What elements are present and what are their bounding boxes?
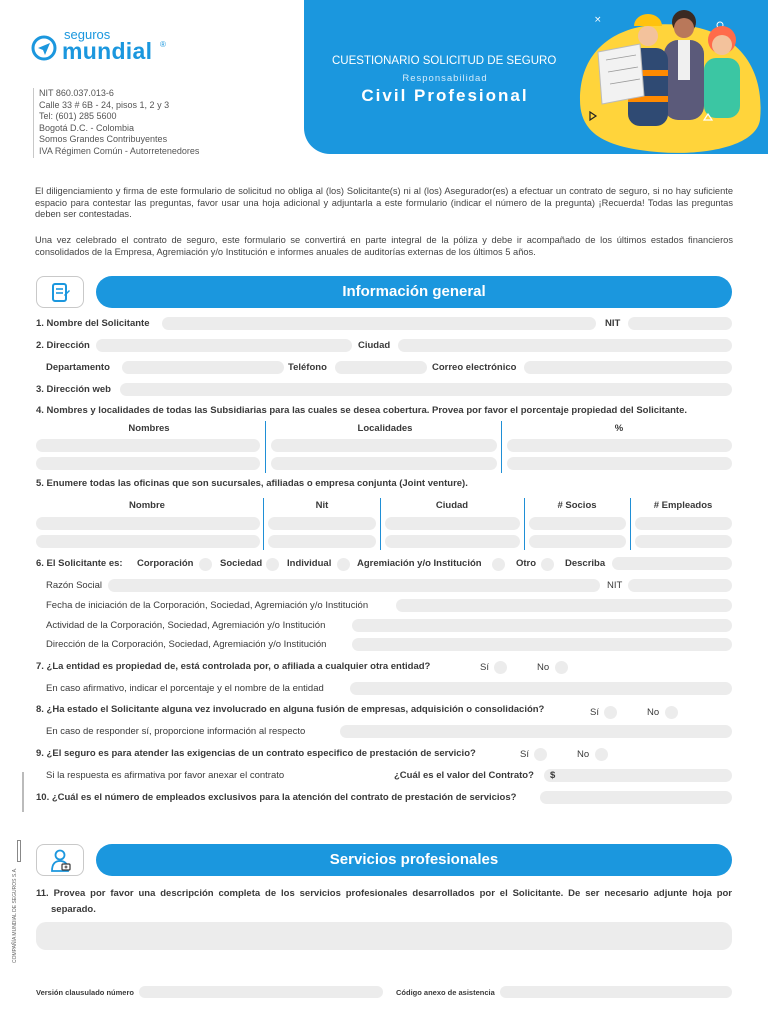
business-nit-field[interactable] [628, 579, 732, 592]
divider [265, 421, 266, 473]
nit-label: NIT [605, 318, 621, 329]
q5-col-city: Ciudad [435, 500, 469, 511]
svg-text:×: × [594, 15, 602, 25]
section1-title: Información general [96, 276, 732, 308]
q9-yes-radio[interactable] [534, 748, 547, 761]
department-label: Departamento [46, 362, 110, 373]
q8-detail-field[interactable] [340, 725, 732, 738]
option-sociedad-radio[interactable] [266, 558, 279, 571]
subsidiary-location-field[interactable] [271, 457, 497, 470]
company-line: NIT 860.037.013-6 [39, 88, 114, 98]
q3-label: 3. Dirección web [36, 384, 111, 395]
q5-col-employees: # Empleados [653, 500, 713, 511]
option-sociedad-label: Sociedad [220, 558, 263, 569]
subsidiary-name-field[interactable] [36, 457, 260, 470]
option-corporacion-radio[interactable] [199, 558, 212, 571]
q7-no-label: No [537, 662, 550, 673]
version-label: Versión clausulado número [36, 988, 134, 997]
divider [263, 498, 264, 550]
divider [501, 421, 502, 473]
nit-field[interactable] [628, 317, 732, 330]
office-name-field[interactable] [36, 535, 260, 548]
describe-field[interactable] [612, 557, 732, 570]
department-field[interactable] [122, 361, 284, 374]
company-line: Calle 33 # 6B - 24, pisos 1, 2 y 3 [39, 99, 170, 110]
form-document-icon [52, 283, 70, 303]
business-name-field[interactable] [108, 579, 600, 592]
start-date-field[interactable] [396, 599, 732, 612]
describe-label: Describa [565, 558, 606, 569]
city-field[interactable] [398, 339, 732, 352]
section1-icon-box [36, 276, 84, 308]
q7-label: 7. ¿La entidad es propiedad de, está controlada por, o afiliada a cualquier otra entidad? [36, 661, 431, 672]
vertical-company-text: COMPAÑÍA MUNDIAL DE SEGUROS S.A. [12, 867, 18, 963]
q7-detail-field[interactable] [350, 682, 732, 695]
q1-label: 1. Nombre del Solicitante [36, 318, 150, 329]
subsidiary-percent-field[interactable] [507, 439, 732, 452]
section2-icon-box [36, 844, 84, 876]
q8-no-label: No [647, 707, 660, 718]
option-otro-label: Otro [516, 558, 537, 569]
q8-label: 8. ¿Ha estado el Solicitante alguna vez involucrado en alguna fusión de empresas, adquisición o consolidación? [36, 704, 545, 715]
address-field[interactable] [96, 339, 352, 352]
q7-yes-radio[interactable] [494, 661, 507, 674]
divider [380, 498, 381, 550]
q7-detail-label: En caso afirmativo, indicar el porcentaje y el nombre de la entidad [46, 683, 324, 694]
office-city-field[interactable] [385, 535, 520, 548]
q8-yes-label: Sí [590, 707, 599, 718]
option-individual-label: Individual [287, 558, 332, 569]
office-partners-field[interactable] [529, 535, 626, 548]
option-agremiacion-radio[interactable] [492, 558, 505, 571]
city-label: Ciudad [358, 340, 391, 351]
website-field[interactable] [120, 383, 732, 396]
q8-no-radio[interactable] [665, 706, 678, 719]
q4-col-locations: Localidades [357, 423, 413, 434]
professional-doctor-icon [50, 849, 72, 873]
logo-registered: ® [160, 40, 166, 49]
q9-detail-label: Si la respuesta es afirmativa por favor anexar el contrato [46, 770, 285, 781]
business-name-label: Razón Social [46, 580, 102, 591]
header-banner [304, 0, 768, 154]
phone-label: Teléfono [288, 362, 327, 373]
option-agremiacion-label: Agremiación y/o Institución [357, 558, 482, 569]
company-line: Somos Grandes Contribuyentes [39, 134, 168, 145]
logo-arrow-icon [30, 34, 58, 62]
q4-label: 4. Nombres y localidades de todas las Subsidiarias para las cuales se desea cobertura. Provea por favor el porcentaje propiedad del Solicitante. [36, 405, 687, 416]
company-info [33, 88, 253, 158]
q2-label: 2. Dirección [36, 340, 90, 351]
form-subtitle-big: Civil Profesional [361, 86, 529, 105]
form-subtitle-small: Responsabilidad [402, 73, 488, 84]
company-line: Tel: (601) 285 5600 [39, 111, 117, 122]
form-title: CUESTIONARIO SOLICITUD DE SEGURO [332, 55, 557, 67]
q5-col-name: Nombre [129, 500, 165, 511]
q5-col-nit: Nit [315, 500, 329, 511]
subsidiary-percent-field[interactable] [507, 457, 732, 470]
office-city-field[interactable] [385, 517, 520, 530]
q4-col-percent: % [614, 423, 624, 434]
q8-detail-label: En caso de responder sí, proporcione información al respecto [46, 726, 306, 737]
contract-value-field[interactable] [544, 769, 732, 782]
company-line: Bogotá D.C. - Colombia [39, 122, 135, 133]
q11-field[interactable] [36, 922, 732, 950]
applicant-name-field[interactable] [162, 317, 596, 330]
option-corporacion-label: Corporación [137, 558, 194, 569]
start-date-label: Fecha de iniciación de la Corporación, Sociedad, Agremiación y/o Institución [46, 600, 369, 611]
assistance-code-field[interactable] [500, 986, 732, 998]
office-employees-field[interactable] [635, 517, 732, 530]
email-field[interactable] [524, 361, 732, 374]
logo-small-text: seguros [64, 27, 111, 42]
currency-symbol: $ [550, 770, 556, 781]
version-field[interactable] [139, 986, 383, 998]
office-nit-field[interactable] [268, 517, 376, 530]
q5-label: 5. Enumere todas las oficinas que son sucursales, afiliadas o empresa conjunta (Joint venture). [36, 478, 468, 489]
office-partners-field[interactable] [529, 517, 626, 530]
office-nit-field[interactable] [268, 535, 376, 548]
activity-label: Actividad de la Corporación, Sociedad, Agremiación y/o Institución [46, 620, 326, 631]
corp-address-field[interactable] [352, 638, 732, 651]
q5-col-partners: # Socios [557, 500, 597, 511]
logo-big-text: mundial [62, 38, 153, 64]
logo [30, 28, 190, 68]
option-otro-radio[interactable] [541, 558, 554, 571]
q8-yes-radio[interactable] [604, 706, 617, 719]
q11-label: 11. Provea por favor una descripción completa de los servicios profesionales desarrollados por el Solicitante. De ser necesario adjunte hoja por separado. [36, 888, 732, 915]
q9-label: 9. ¿El seguro es para atender las exigencias de un contrato especifico de prestación de servicio? [36, 748, 476, 759]
three-professionals-illustration [570, 0, 768, 154]
email-label: Correo electrónico [432, 362, 517, 373]
option-individual-radio[interactable] [337, 558, 350, 571]
subsidiary-name-field[interactable] [36, 439, 260, 452]
vertical-code-mark [22, 772, 24, 812]
office-employees-field[interactable] [635, 535, 732, 548]
intro-paragraph-1: El diligenciamiento y firma de este formulario de solicitud no obliga al (los) Solicitante(s) ni al (los) Asegurador(es) a efectuar un contrato de seguro, si no hay suficiente espacio para contestar las preguntas, favor usar una hoja adicional y adjuntarla a este formulario (indicar el número de la pregunta) ¡Recuerda! Todas las preguntas deben ser contestadas. [35, 186, 733, 220]
q9-no-radio[interactable] [595, 748, 608, 761]
phone-field[interactable] [335, 361, 427, 374]
nit-label: NIT [607, 580, 623, 591]
q7-no-radio[interactable] [555, 661, 568, 674]
q10-field[interactable] [540, 791, 732, 804]
q6-label: 6. El Solicitante es: [36, 558, 123, 569]
contract-value-label: ¿Cuál es el valor del Contrato? [394, 770, 534, 781]
activity-field[interactable] [352, 619, 732, 632]
subsidiary-location-field[interactable] [271, 439, 497, 452]
corp-address-label: Dirección de la Corporación, Sociedad, Agremiación y/o Institución [46, 639, 327, 650]
company-line: IVA Régimen Común - Autorretenedores [39, 145, 200, 156]
office-name-field[interactable] [36, 517, 260, 530]
q10-label: 10. ¿Cuál es el número de empleados exclusivos para la atención del contrato de prestación de servicios? [36, 792, 517, 803]
q7-yes-label: Sí [480, 662, 489, 673]
divider [630, 498, 631, 550]
section2-title: Servicios profesionales [96, 844, 732, 876]
assistance-code-label: Código anexo de asistencia [396, 988, 495, 997]
intro-paragraph-2: Una vez celebrado el contrato de seguro, este formulario se convertirá en parte integral de la póliza y debe ir acompañado de los últimos estados financieros consolidados de la Empresa, Agremiación y/o Institución e informes anuales de auditorías externas de los últimos 5 años. [35, 235, 733, 257]
q4-col-names: Nombres [128, 423, 170, 434]
divider [524, 498, 525, 550]
q9-no-label: No [577, 749, 590, 760]
q9-yes-label: Sí [520, 749, 529, 760]
vertical-code-mark [17, 840, 21, 862]
